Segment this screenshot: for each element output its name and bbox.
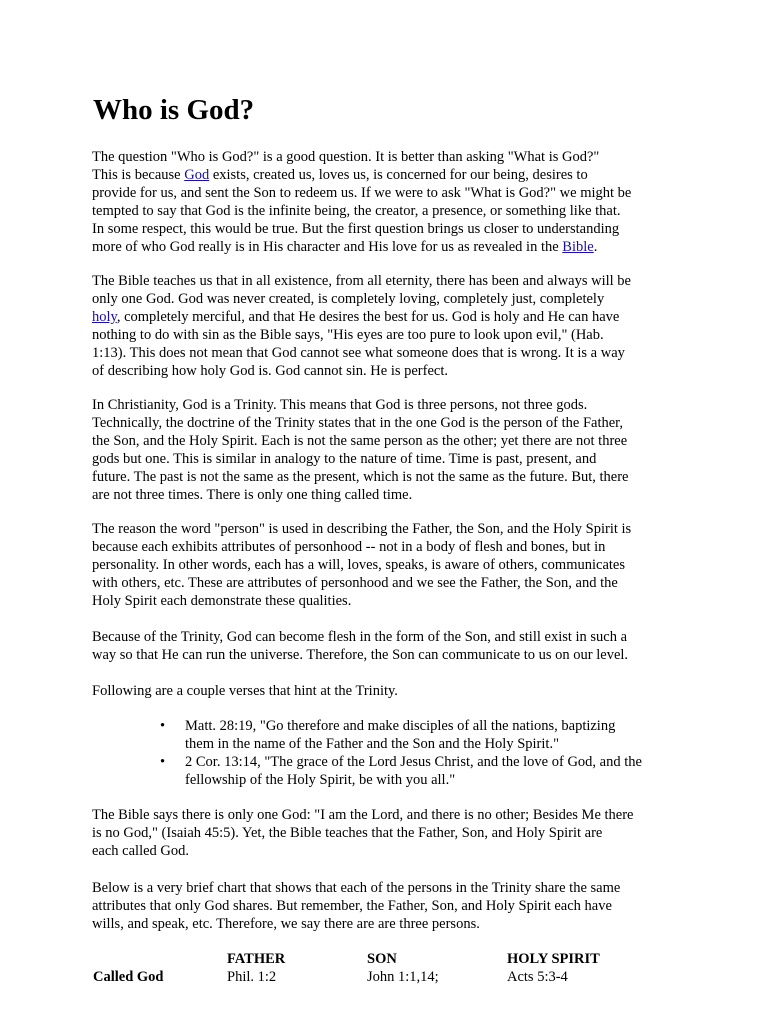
text-line: Technically, the doctrine of the Trinity states that in the one God is the person of the Father,	[92, 415, 624, 431]
paragraph-trinity	[92, 396, 692, 504]
text-fragment: , completely merciful, and that He desires the best for us. God is holy and He can have	[116, 309, 620, 325]
table-header-row	[93, 950, 693, 968]
text-line: In some respect, this would be true. But the first question brings us closer to understanding	[92, 221, 620, 237]
text-line: only one God. God was never created, is completely loving, completely just, completely	[92, 291, 605, 307]
paragraph-verses-intro	[92, 682, 692, 700]
text-fragment: exists, created us, loves us, is concerned for our being, desires to	[209, 167, 588, 183]
paragraph-one-god	[92, 272, 692, 380]
text-line: 2 Cor. 13:14, "The grace of the Lord Jesus Christ, and the love of God, and the	[185, 754, 642, 770]
text-fragment: more of who God really is in His character and His love for us as revealed in the	[92, 239, 563, 255]
text-line: The Bible says there is only one God: "I am the Lord, and there is no other; Besides Me there	[92, 807, 634, 823]
text-line: nothing to do with sin as the Bible says, "His eyes are too pure to look upon evil," (Hab.	[92, 327, 604, 343]
text-line: is no God," (Isaiah 45:5). Yet, the Bible teaches that the Father, Son, and Holy Spirit are	[92, 825, 603, 841]
paragraph-one-god-verse	[92, 806, 692, 860]
text-line: provide for us, and sent the Son to redeem us. If we were to ask "What is God?" we might be	[92, 185, 632, 201]
text-line: the Son, and the Holy Spirit. Each is not the same person as the other; yet there are not three	[92, 433, 628, 449]
table-cell: Acts 5:3-4	[507, 969, 568, 985]
text-line: future. The past is not the same as the present, which is not the same as the future. But, there	[92, 469, 629, 485]
table-row	[93, 968, 693, 986]
table-cell: Phil. 1:2	[227, 969, 277, 985]
text-line: The Bible teaches us that in all existence, from all eternity, there has been and always will be	[92, 273, 631, 289]
text-line: Matt. 28:19, "Go therefore and make disciples of all the nations, baptizing	[185, 718, 616, 734]
text-line: Below is a very brief chart that shows that each of the persons in the Trinity share the same	[92, 880, 621, 896]
text-line: way so that He can run the universe. Therefore, the Son can communicate to us on our level.	[92, 647, 629, 663]
text-line: of describing how holy God is. God cannot sin. He is perfect.	[92, 363, 448, 379]
text-line: are not three times. There is only one thing called time.	[92, 487, 413, 503]
table-header-cell: SON	[367, 951, 397, 967]
text-line	[92, 308, 692, 326]
text-line: The reason the word "person" is used in describing the Father, the Son, and the Holy Spirit is	[92, 521, 632, 537]
text-line: attributes that only God shares. But remember, the Father, Son, and Holy Spirit each have	[92, 898, 612, 914]
paragraph-incarnation	[92, 628, 692, 664]
text-line: 1:13). This does not mean that God cannot see what someone does that is wrong. It is a way	[92, 345, 625, 361]
verse-list	[160, 717, 642, 789]
text-line: fellowship of the Holy Spirit, be with you all."	[185, 772, 456, 788]
paragraph-intro	[92, 148, 692, 256]
paragraph-person	[92, 520, 692, 610]
god-link[interactable]: God	[184, 167, 210, 183]
bible-link[interactable]: Bible	[562, 239, 594, 255]
table-row-label: Called God	[93, 969, 164, 985]
text-line: tempted to say that God is the infinite being, the creator, a presence, or something like that.	[92, 203, 621, 219]
holy-link[interactable]: holy	[92, 309, 117, 325]
text-line: them in the name of the Father and the Son and the Holy Spirit."	[185, 736, 559, 752]
bullet-icon: •	[160, 718, 166, 734]
table-header-cell: HOLY SPIRIT	[507, 951, 600, 967]
text-line: with others, etc. These are attributes of personhood and we see the Father, the Son, and the	[92, 575, 618, 591]
text-line	[92, 238, 692, 256]
text-line: In Christianity, God is a Trinity. This means that God is three persons, not three gods.	[92, 397, 588, 413]
list-item	[160, 753, 642, 789]
text-line	[92, 166, 692, 184]
text-fragment: .	[593, 239, 598, 255]
attributes-table	[93, 950, 693, 986]
list-item	[160, 717, 642, 753]
table-header-cell: FATHER	[227, 951, 286, 967]
text-line: gods but one. This is similar in analogy to the nature of time. Time is past, present, and	[92, 451, 597, 467]
text-line: each called God.	[92, 843, 190, 859]
text-fragment: This is because	[92, 167, 185, 183]
text-line: Because of the Trinity, God can become flesh in the form of the Son, and still exist in such a	[92, 629, 628, 645]
text-line: personality. In other words, each has a will, loves, speaks, is aware of others, communicates	[92, 557, 625, 573]
bullet-icon: •	[160, 754, 166, 770]
text-line: because each exhibits attributes of personhood -- not in a body of flesh and bones, but in	[92, 539, 606, 555]
table-cell: John 1:1,14;	[367, 969, 439, 985]
text-line: wills, and speak, etc. Therefore, we say there are are three persons.	[92, 916, 480, 932]
page-title: Who is God?	[93, 94, 255, 126]
paragraph-chart-intro	[92, 879, 692, 933]
text-line: Following are a couple verses that hint at the Trinity.	[92, 683, 398, 699]
text-line: Holy Spirit each demonstrate these qualities.	[92, 593, 352, 609]
text-line: The question "Who is God?" is a good question. It is better than asking "What is God?"	[92, 149, 600, 165]
